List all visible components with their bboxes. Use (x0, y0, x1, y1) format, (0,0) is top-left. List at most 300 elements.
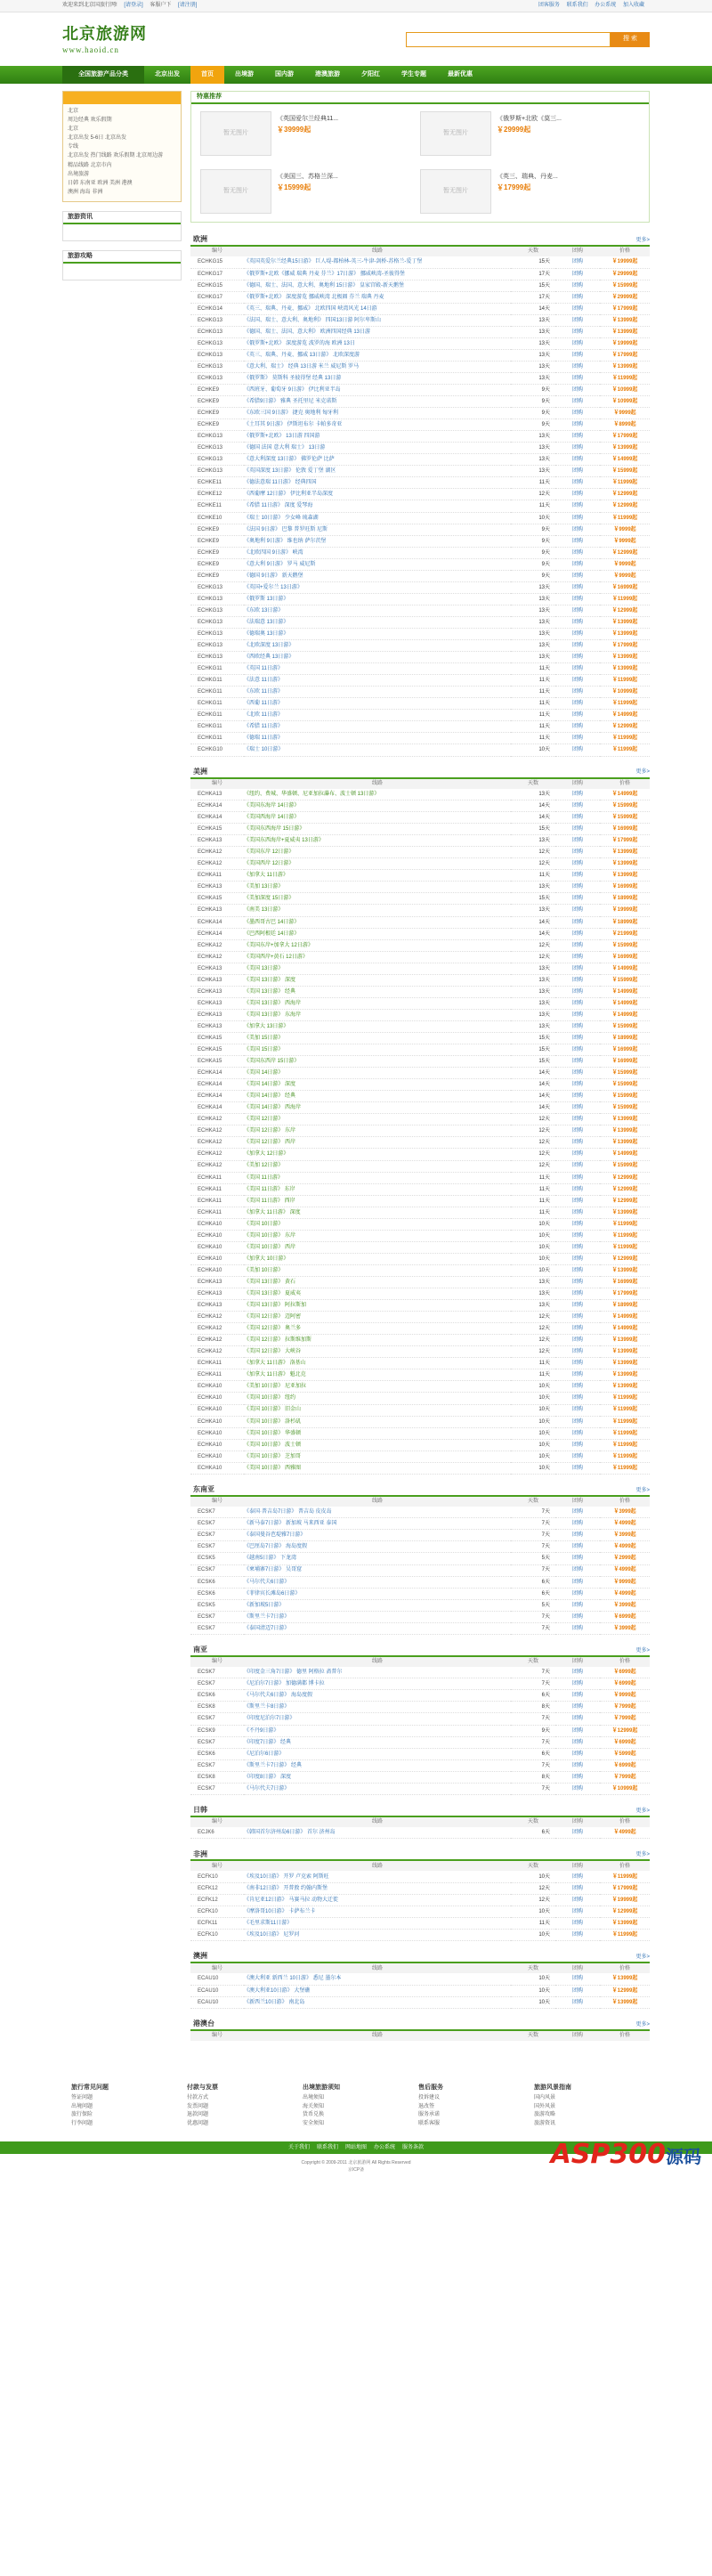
footer-bar-link[interactable]: 服务条款 (402, 2144, 425, 2150)
route-name-link[interactable]: 《美加 13日游》 (244, 882, 511, 893)
route-name-link[interactable]: 《肯尼亚12日游》 马赛马拉 动物大迁徙 (244, 1894, 511, 1906)
group-buy-link[interactable]: 团购 (555, 1218, 600, 1230)
sidebar-line[interactable]: 澳洲 海岛 非洲 (68, 189, 103, 195)
nav-item[interactable]: 北京出发 (155, 71, 180, 78)
topbar-link[interactable]: 办公系统 (595, 3, 617, 9)
route-name-link[interactable]: 《泰国清迈7日游》 (244, 1622, 511, 1634)
footer-link[interactable]: 投诉建议 (418, 2095, 441, 2101)
route-name-link[interactable]: 《奥地利 9日游》 维也纳 萨尔茨堡 (244, 535, 511, 547)
route-name-link[interactable]: 《澳大利亚10日游》 大堡礁 (244, 1985, 511, 1996)
route-name-link[interactable]: 《瑞士 10日游》 少女峰 琉森湖 (244, 512, 511, 524)
featured-image-placeholder[interactable]: 暂无图片 (420, 169, 491, 214)
route-name-link[interactable]: 《美国 10日游》 华盛顿 (244, 1427, 511, 1439)
group-buy-link[interactable]: 团购 (555, 605, 600, 616)
group-buy-link[interactable]: 团购 (555, 489, 600, 500)
more-link[interactable]: 更多> (635, 1852, 650, 1858)
footer-link[interactable]: 海关须知 (303, 2103, 325, 2109)
more-link[interactable]: 更多> (635, 1487, 650, 1493)
group-buy-link[interactable]: 团购 (555, 1068, 600, 1079)
more-link[interactable]: 更多> (635, 237, 650, 243)
route-name-link[interactable]: 《巴西阿根廷 14日游》 (244, 928, 511, 939)
group-buy-link[interactable]: 团购 (555, 1427, 600, 1439)
group-buy-link[interactable]: 团购 (555, 593, 600, 605)
group-buy-link[interactable]: 团购 (555, 349, 600, 361)
group-buy-link[interactable]: 团购 (555, 1985, 600, 1996)
route-name-link[interactable]: 《意大利 9日游》 罗马 威尼斯 (244, 558, 511, 570)
featured-card[interactable] (420, 169, 640, 218)
footer-link[interactable]: 货币兑换 (303, 2112, 325, 2118)
group-buy-link[interactable]: 团购 (555, 675, 600, 687)
group-buy-link[interactable]: 团购 (555, 303, 600, 314)
route-name-link[interactable]: 《美加 10日游》 尼亚加拉 (244, 1381, 511, 1393)
more-link[interactable]: 更多> (635, 1954, 650, 1961)
route-name-link[interactable]: 《墨西哥古巴 14日游》 (244, 916, 511, 928)
route-name-link[interactable]: 《马尔代夫6日游》 海岛度假 (244, 1690, 511, 1702)
group-buy-link[interactable]: 团购 (555, 1300, 600, 1312)
route-name-link[interactable]: 《越南5日游》 下龙湾 (244, 1553, 511, 1564)
group-buy-link[interactable]: 团购 (555, 1183, 600, 1195)
group-buy-link[interactable]: 团购 (555, 1451, 600, 1462)
route-name-link[interactable]: 《美国 12日游》 西岸 (244, 1137, 511, 1149)
route-name-link[interactable]: 《美国 12日游》 拉斯维加斯 (244, 1335, 511, 1346)
group-buy-link[interactable]: 团购 (555, 928, 600, 939)
footer-bar-link[interactable]: 网站地图 (344, 2144, 367, 2150)
footer-link[interactable]: 发票问题 (187, 2103, 209, 2109)
group-buy-link[interactable]: 团购 (555, 1253, 600, 1264)
route-name-link[interactable]: 《美国 10日游》 (244, 1218, 511, 1230)
route-name-link[interactable]: 《美国 12日游》 东岸 (244, 1125, 511, 1137)
group-buy-link[interactable]: 团购 (555, 800, 600, 812)
group-buy-link[interactable]: 团购 (555, 1759, 600, 1771)
route-name-link[interactable]: 《北欧 11日游》 (244, 710, 511, 721)
group-buy-link[interactable]: 团购 (555, 466, 600, 477)
group-buy-link[interactable]: 团购 (555, 974, 600, 986)
group-buy-link[interactable]: 团购 (555, 1393, 600, 1404)
nav-item[interactable]: 港澳旅游 (315, 71, 340, 78)
group-buy-link[interactable]: 团购 (555, 1827, 600, 1839)
featured-card[interactable] (200, 111, 420, 160)
route-name-link[interactable]: 《俄罗斯》 莫斯科 圣彼得堡 经典 13日游 (244, 372, 511, 384)
group-buy-link[interactable]: 团购 (555, 1530, 600, 1541)
group-buy-link[interactable]: 团购 (555, 1276, 600, 1288)
footer-link[interactable]: 退改签 (418, 2103, 435, 2109)
group-buy-link[interactable]: 团购 (555, 1044, 600, 1056)
sidebar-line[interactable]: 日韩 东南亚 欧洲 美洲 港澳 (68, 180, 133, 186)
footer-link[interactable]: 退款问题 (187, 2112, 209, 2118)
route-name-link[interactable]: 《德国、瑞士、法国、意大利》 欧洲四国经典 13日游 (244, 326, 511, 337)
group-buy-link[interactable]: 团购 (555, 616, 600, 628)
nav-item[interactable]: 最新优惠 (448, 71, 473, 78)
footer-bar-link[interactable]: 办公系统 (374, 2144, 396, 2150)
route-name-link[interactable]: 《柬埔寨7日游》 吴哥窟 (244, 1564, 511, 1576)
route-name-link[interactable]: 《美国 14日游》 西海岸 (244, 1102, 511, 1114)
group-buy-link[interactable]: 团购 (555, 443, 600, 454)
more-link[interactable]: 更多> (635, 1647, 650, 1654)
group-buy-link[interactable]: 团购 (555, 1137, 600, 1149)
route-name-link[interactable]: 《美国 13日游》 阿拉斯加 (244, 1300, 511, 1312)
route-name-link[interactable]: 《英国 11日游》 (244, 663, 511, 675)
group-buy-link[interactable]: 团购 (555, 500, 600, 512)
group-buy-link[interactable]: 团购 (555, 744, 600, 756)
group-buy-link[interactable]: 团购 (555, 733, 600, 744)
route-name-link[interactable]: 《美国东海岸 14日游》 (244, 800, 511, 812)
group-buy-link[interactable]: 团购 (555, 721, 600, 733)
group-buy-link[interactable]: 团购 (555, 1553, 600, 1564)
group-buy-link[interactable]: 团购 (555, 1125, 600, 1137)
group-buy-link[interactable]: 团购 (555, 477, 600, 489)
more-link[interactable]: 更多> (635, 2021, 650, 2027)
route-name-link[interactable]: 《美国 13日游》 深度 (244, 974, 511, 986)
route-name-link[interactable]: 《英国+爱尔兰 13日游》 (244, 581, 511, 593)
footer-link[interactable]: 出境须知 (303, 2095, 325, 2101)
route-name-link[interactable]: 《俄罗斯+北欧》 深度游览 波罗的海 欧洲 13日 (244, 337, 511, 349)
group-buy-link[interactable]: 团购 (555, 558, 600, 570)
route-name-link[interactable]: 《美国 13日游》 西海岸 (244, 997, 511, 1009)
group-buy-link[interactable]: 团购 (555, 1439, 600, 1451)
sidebar-line[interactable]: 北京 (68, 109, 79, 114)
group-buy-link[interactable]: 团购 (555, 1783, 600, 1794)
route-name-link[interactable]: 《俄罗斯+北欧》 深度游览 挪威峡湾 北极圈 芬兰 瑞典 丹麦 (244, 291, 511, 303)
route-name-link[interactable]: 《德国、瑞士、法国、意大利、奥地利 15日游》 皇家宫殿-新天鹅堡 (244, 280, 511, 291)
route-name-link[interactable]: 《美加 12日游》 (244, 1160, 511, 1172)
route-name-link[interactable]: 《德国 法国 意大利 瑞士》 13日游 (244, 443, 511, 454)
route-name-link[interactable]: 《希腊9日游》 雅典 圣托里尼 米克诺斯 (244, 396, 511, 408)
route-name-link[interactable]: 《美国西岸 12日游》 (244, 858, 511, 870)
group-buy-link[interactable]: 团购 (555, 314, 600, 326)
group-buy-link[interactable]: 团购 (555, 361, 600, 372)
route-name-link[interactable]: 《印度7日游》 经典 (244, 1736, 511, 1748)
route-name-link[interactable]: 《新马泰7日游》 新加坡 马来西亚 泰国 (244, 1518, 511, 1530)
route-name-link[interactable]: 《美国东西海岸+夏威夷 13日游》 (244, 835, 511, 847)
route-name-link[interactable]: 《希腊 11日游》 深度 爱琴海 (244, 500, 511, 512)
route-name-link[interactable]: 《尼泊尔7日游》 加德满都 博卡拉 (244, 1678, 511, 1690)
group-buy-link[interactable]: 团购 (555, 1288, 600, 1300)
route-name-link[interactable]: 《美国 14日游》 (244, 1068, 511, 1079)
route-name-link[interactable]: 《新加坡5日游》 (244, 1599, 511, 1611)
footer-link[interactable]: 行李问题 (71, 2121, 93, 2126)
group-buy-link[interactable]: 团购 (555, 1369, 600, 1381)
footer-link[interactable]: 出境问题 (71, 2103, 93, 2109)
group-buy-link[interactable]: 团购 (555, 858, 600, 870)
route-name-link[interactable]: 《美国 14日游》 深度 (244, 1079, 511, 1091)
route-name-link[interactable]: 《加拿大 11日游》 魁北克 (244, 1369, 511, 1381)
route-name-link[interactable]: 《美国 10日游》 芝加哥 (244, 1451, 511, 1462)
group-buy-link[interactable]: 团购 (555, 1195, 600, 1207)
sidebar-line[interactable]: 周边经典 欢乐假期 (68, 118, 112, 124)
group-buy-link[interactable]: 团购 (555, 280, 600, 291)
group-buy-link[interactable]: 团购 (555, 1462, 600, 1474)
group-buy-link[interactable]: 团购 (555, 1507, 600, 1518)
route-name-link[interactable]: 《美国 10日游》 纽约 (244, 1393, 511, 1404)
group-buy-link[interactable]: 团购 (555, 986, 600, 997)
group-buy-link[interactable]: 团购 (555, 916, 600, 928)
route-name-link[interactable]: 《英三、瑞典、丹麦、挪威》 北欧四国 峡湾风光 14日游 (244, 303, 511, 314)
group-buy-link[interactable]: 团购 (555, 905, 600, 916)
featured-card[interactable] (200, 169, 420, 218)
nav-item[interactable]: 夕阳红 (361, 71, 380, 78)
route-name-link[interactable]: 《美国 12日游》 大峡谷 (244, 1346, 511, 1358)
route-name-link[interactable]: 《土耳其 9日游》 伊斯坦布尔 卡帕多奇亚 (244, 419, 511, 431)
route-name-link[interactable]: 《意大利深度 13日游》 佛罗伦萨 比萨 (244, 454, 511, 466)
route-name-link[interactable]: 《美国 10日游》 洛杉矶 (244, 1416, 511, 1427)
group-buy-link[interactable]: 团购 (555, 1416, 600, 1427)
route-name-link[interactable]: 《美国 15日游》 (244, 1044, 511, 1056)
nav-item[interactable]: 出境游 (235, 71, 254, 78)
route-name-link[interactable]: 《东欧三国 9日游》 捷克 奥地利 匈牙利 (244, 408, 511, 419)
group-buy-link[interactable]: 团购 (555, 1264, 600, 1276)
route-name-link[interactable]: 《美国 14日游》 经典 (244, 1091, 511, 1102)
group-buy-link[interactable]: 团购 (555, 812, 600, 824)
featured-card[interactable] (420, 111, 640, 160)
group-buy-link[interactable]: 团购 (555, 581, 600, 593)
group-buy-link[interactable]: 团购 (555, 824, 600, 835)
group-buy-link[interactable]: 团购 (555, 454, 600, 466)
group-buy-link[interactable]: 团购 (555, 1541, 600, 1553)
group-buy-link[interactable]: 团购 (555, 337, 600, 349)
sidebar-line[interactable]: 北京出发 热门线路 欢乐假期 北京周边游 (68, 153, 164, 159)
route-name-link[interactable]: 《美国 11日游》 东岸 (244, 1183, 511, 1195)
route-name-link[interactable]: 《斯里兰卡7日游》 经典 (244, 1759, 511, 1771)
route-name-link[interactable]: 《摩洛哥10日游》 卡萨布兰卡 (244, 1906, 511, 1918)
group-buy-link[interactable]: 团购 (555, 431, 600, 443)
sidebar-line[interactable]: 北京出发 5-6日 北京出发 (68, 135, 127, 142)
route-name-link[interactable]: 《俄罗斯+北欧《挪威 瑞典 丹麦 芬兰》17日游》 挪威峡湾-圣彼得堡 (244, 268, 511, 280)
more-link[interactable]: 更多> (635, 1808, 650, 1814)
group-buy-link[interactable]: 团购 (555, 1033, 600, 1044)
footer-link[interactable]: 付款方式 (187, 2095, 209, 2101)
search-button[interactable]: 搜 索 (611, 32, 650, 47)
route-name-link[interactable]: 《美国 13日游》 东海岸 (244, 1009, 511, 1020)
footer-link[interactable]: 旅行保险 (71, 2112, 93, 2118)
group-buy-link[interactable]: 团购 (555, 1020, 600, 1032)
route-name-link[interactable]: 《加拿大 10日游》 (244, 1253, 511, 1264)
footer-link[interactable]: 服务承诺 (418, 2112, 441, 2118)
topbar-link[interactable]: 联系我们 (566, 3, 588, 9)
register-link[interactable]: [请注册] (178, 3, 198, 9)
footer-bar-link[interactable]: 关于我们 (287, 2144, 310, 2150)
route-name-link[interactable]: 《美加深度 15日游》 (244, 893, 511, 905)
route-name-link[interactable]: 《德国 9日游》 新天鹅堡 (244, 570, 511, 581)
search-input[interactable] (406, 32, 611, 47)
footer-link[interactable]: 联系客服 (418, 2121, 441, 2126)
route-name-link[interactable]: 《美国 13日游》 黄石 (244, 1276, 511, 1288)
group-buy-link[interactable]: 团购 (555, 1149, 600, 1160)
route-name-link[interactable]: 《美国东西海岸 15日游》 (244, 824, 511, 835)
group-buy-link[interactable]: 团购 (555, 1518, 600, 1530)
group-buy-link[interactable]: 团购 (555, 710, 600, 721)
route-name-link[interactable]: 《美国东岸+加拿大 12日游》 (244, 939, 511, 951)
group-buy-link[interactable]: 团购 (555, 1358, 600, 1369)
route-name-link[interactable]: 《美国 10日游》 波士顿 (244, 1439, 511, 1451)
route-name-link[interactable]: 《美国 10日游》 西岸 (244, 1241, 511, 1253)
footer-link[interactable]: 安全须知 (303, 2121, 325, 2126)
group-buy-link[interactable]: 团购 (555, 640, 600, 652)
route-name-link[interactable]: 《西班牙、葡萄牙 9日游》 伊比利亚半岛 (244, 385, 511, 396)
group-buy-link[interactable]: 团购 (555, 870, 600, 882)
group-buy-link[interactable]: 团购 (555, 291, 600, 303)
group-buy-link[interactable]: 团购 (555, 1622, 600, 1634)
group-buy-link[interactable]: 团购 (555, 1973, 600, 1985)
route-name-link[interactable]: 《泰国·普吉岛7日游》 普吉岛 皮皮岛 (244, 1507, 511, 1518)
group-buy-link[interactable]: 团购 (555, 1207, 600, 1218)
group-buy-link[interactable]: 团购 (555, 1102, 600, 1114)
group-buy-link[interactable]: 团购 (555, 1918, 600, 1930)
route-name-link[interactable]: 《德法意瑞 11日游》 经典四国 (244, 477, 511, 489)
group-buy-link[interactable]: 团购 (555, 268, 600, 280)
group-buy-link[interactable]: 团购 (555, 1564, 600, 1576)
route-name-link[interactable]: 《美国 12日游》 迈阿密 (244, 1312, 511, 1323)
group-buy-link[interactable]: 团购 (555, 408, 600, 419)
group-buy-link[interactable]: 团购 (555, 1736, 600, 1748)
group-buy-link[interactable]: 团购 (555, 1079, 600, 1091)
featured-name[interactable]: 《俄罗斯+北欧《莫三... (497, 116, 562, 122)
route-name-link[interactable]: 《西欧经典 13日游》 (244, 652, 511, 663)
route-name-link[interactable]: 《北欧四国 9日游》 峡湾 (244, 547, 511, 558)
group-buy-link[interactable]: 团购 (555, 893, 600, 905)
group-buy-link[interactable]: 团购 (555, 663, 600, 675)
route-name-link[interactable]: 《美国东岸 12日游》 (244, 847, 511, 858)
group-buy-link[interactable]: 团购 (555, 1241, 600, 1253)
sidebar-line[interactable]: 专线 (68, 144, 79, 150)
route-name-link[interactable]: 《加拿大 13日游》 (244, 1020, 511, 1032)
route-name-link[interactable]: 《菲律宾长滩岛6日游》 (244, 1588, 511, 1599)
route-name-link[interactable]: 《美国 12日游》 奥兰多 (244, 1323, 511, 1335)
featured-image-placeholder[interactable]: 暂无图片 (200, 169, 271, 214)
route-name-link[interactable]: 《印度金三角7日游》 德里 阿格拉 斋普尔 (244, 1667, 511, 1678)
route-name-link[interactable]: 《美国 12日游》 (244, 1114, 511, 1125)
route-name-link[interactable]: 《美国 11日游》 (244, 1172, 511, 1183)
route-name-link[interactable]: 《马尔代夫7日游》 (244, 1783, 511, 1794)
group-buy-link[interactable]: 团购 (555, 1771, 600, 1783)
route-name-link[interactable]: 《加拿大 11日游》 洛基山 (244, 1358, 511, 1369)
group-buy-link[interactable]: 团购 (555, 652, 600, 663)
group-buy-link[interactable]: 团购 (555, 1611, 600, 1622)
route-name-link[interactable]: 《俄罗斯+北欧》 13日游 四国游 (244, 431, 511, 443)
route-name-link[interactable]: 《泰国曼谷芭堤雅7日游》 (244, 1530, 511, 1541)
route-name-link[interactable]: 《新西兰10日游》 南北岛 (244, 1996, 511, 2008)
route-name-link[interactable]: 《美加 10日游》 (244, 1264, 511, 1276)
route-name-link[interactable]: 《巴厘岛7日游》 海岛度假 (244, 1541, 511, 1553)
route-name-link[interactable]: 《意大利、瑞士》 经典 13日游 米兰 威尼斯 罗马 (244, 361, 511, 372)
route-name-link[interactable]: 《英三、瑞典、丹麦、挪威 13日游》 北欧深度游 (244, 349, 511, 361)
route-name-link[interactable]: 《加拿大 11日游》 深度 (244, 1207, 511, 1218)
group-buy-link[interactable]: 团购 (555, 1160, 600, 1172)
nav-item[interactable]: 首页 (190, 66, 224, 84)
route-name-link[interactable]: 《美国 10日游》 东岸 (244, 1230, 511, 1241)
group-buy-link[interactable]: 团购 (555, 1678, 600, 1690)
route-name-link[interactable]: 《马尔代夫6日游》 (244, 1576, 511, 1588)
group-buy-link[interactable]: 团购 (555, 1599, 600, 1611)
group-buy-link[interactable]: 团购 (555, 629, 600, 640)
route-name-link[interactable]: 《印度尼泊尔7日游》 (244, 1713, 511, 1725)
group-buy-link[interactable]: 团购 (555, 1576, 600, 1588)
route-name-link[interactable]: 《西葡 11日游》 (244, 698, 511, 710)
group-buy-link[interactable]: 团购 (555, 1230, 600, 1241)
logo[interactable] (62, 23, 147, 55)
footer-bar-link[interactable]: 联系我们 (316, 2144, 338, 2150)
footer-link[interactable]: 旅游攻略 (534, 2112, 556, 2118)
route-name-link[interactable]: 《英国深度 13日游》 伦敦 爱丁堡 湖区 (244, 466, 511, 477)
route-name-link[interactable]: 《美国 11日游》 西岸 (244, 1195, 511, 1207)
footer-link[interactable]: 旅游资讯 (534, 2121, 556, 2126)
group-buy-link[interactable]: 团购 (555, 1172, 600, 1183)
route-name-link[interactable]: 《美国 13日游》 经典 (244, 986, 511, 997)
featured-name[interactable]: 《美国三、苏格兰深... (277, 174, 338, 180)
group-buy-link[interactable]: 团购 (555, 1091, 600, 1102)
group-buy-link[interactable]: 团购 (555, 939, 600, 951)
featured-image-placeholder[interactable]: 暂无图片 (420, 111, 491, 156)
group-buy-link[interactable]: 团购 (555, 1871, 600, 1882)
group-buy-link[interactable]: 团购 (555, 1702, 600, 1713)
route-name-link[interactable]: 《北欧深度 13日游》 (244, 640, 511, 652)
group-buy-link[interactable]: 团购 (555, 1009, 600, 1020)
group-buy-link[interactable]: 团购 (555, 1713, 600, 1725)
group-buy-link[interactable]: 团购 (555, 1335, 600, 1346)
group-buy-link[interactable]: 团购 (555, 789, 600, 800)
route-name-link[interactable]: 《尼泊尔6日游》 (244, 1748, 511, 1759)
route-name-link[interactable]: 《德瑞 11日游》 (244, 733, 511, 744)
route-name-link[interactable]: 《澳大利亚 新西兰 10日游》 悉尼 墨尔本 (244, 1973, 511, 1985)
route-name-link[interactable]: 《斯里兰卡7日游》 (244, 1611, 511, 1622)
route-name-link[interactable]: 《毛里求斯11日游》 (244, 1918, 511, 1930)
nav-item[interactable]: 全国旅游产品分类 (62, 66, 144, 84)
group-buy-link[interactable]: 团购 (555, 512, 600, 524)
group-buy-link[interactable]: 团购 (555, 570, 600, 581)
group-buy-link[interactable]: 团购 (555, 256, 600, 268)
route-name-link[interactable]: 《纽约、费城、华盛顿、尼亚加拉瀑布、波士顿 13日游》 (244, 789, 511, 800)
route-name-link[interactable]: 《西葡摩 12日游》 伊比利亚半岛深度 (244, 489, 511, 500)
group-buy-link[interactable]: 团购 (555, 1667, 600, 1678)
group-buy-link[interactable]: 团购 (555, 326, 600, 337)
footer-link[interactable]: 国外风景 (534, 2103, 556, 2109)
group-buy-link[interactable]: 团购 (555, 1725, 600, 1736)
group-buy-link[interactable]: 团购 (555, 1930, 600, 1941)
group-buy-link[interactable]: 团购 (555, 698, 600, 710)
route-name-link[interactable]: 《德瑞奥 13日游》 (244, 629, 511, 640)
topbar-link[interactable]: 团客服务 (538, 3, 560, 9)
group-buy-link[interactable]: 团购 (555, 882, 600, 893)
route-name-link[interactable]: 《美国 13日游》 (244, 963, 511, 974)
footer-link[interactable]: 签证问题 (71, 2095, 93, 2101)
group-buy-link[interactable]: 团购 (555, 1381, 600, 1393)
featured-name[interactable]: 《英三、瑞典、丹麦... (497, 174, 558, 180)
route-name-link[interactable]: 《瑞士 10日游》 (244, 744, 511, 756)
route-name-link[interactable]: 《美国西海岸 14日游》 (244, 812, 511, 824)
login-link[interactable]: [请登录] (124, 3, 143, 9)
group-buy-link[interactable]: 团购 (555, 1906, 600, 1918)
group-buy-link[interactable]: 团购 (555, 419, 600, 431)
route-name-link[interactable]: 《埃及10日游》 开罗 卢克索 阿斯旺 (244, 1871, 511, 1882)
route-name-link[interactable]: 《东欧 13日游》 (244, 605, 511, 616)
group-buy-link[interactable]: 团购 (555, 535, 600, 547)
route-name-link[interactable]: 《美国西岸+黄石 12日游》 (244, 951, 511, 963)
route-name-link[interactable]: 《斯里兰卡8日游》 (244, 1702, 511, 1713)
group-buy-link[interactable]: 团购 (555, 997, 600, 1009)
sidebar-line[interactable]: 精品线路 北京市内 (68, 162, 112, 168)
group-buy-link[interactable]: 团购 (555, 835, 600, 847)
route-name-link[interactable]: 《美国东西岸 15日游》 (244, 1056, 511, 1068)
group-buy-link[interactable]: 团购 (555, 1323, 600, 1335)
route-name-link[interactable]: 《法国 9日游》 巴黎 普罗旺斯 尼斯 (244, 524, 511, 535)
group-buy-link[interactable]: 团购 (555, 1690, 600, 1702)
group-buy-link[interactable]: 团购 (555, 396, 600, 408)
route-name-link[interactable]: 《美国 10日游》 旧金山 (244, 1404, 511, 1416)
route-name-link[interactable]: 《加拿大 11日游》 (244, 870, 511, 882)
route-name-link[interactable]: 《埃及10日游》 尼罗河 (244, 1930, 511, 1941)
topbar-link[interactable]: 加入收藏 (622, 3, 644, 9)
group-buy-link[interactable]: 团购 (555, 1404, 600, 1416)
route-name-link[interactable]: 《法瑞意 13日游》 (244, 616, 511, 628)
